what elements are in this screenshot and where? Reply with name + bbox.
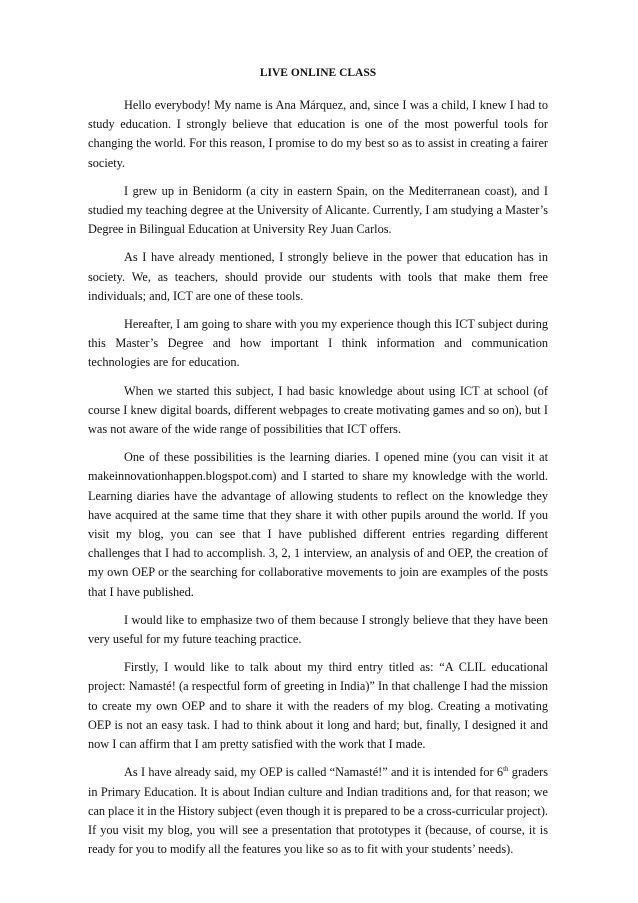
grade-superscript: th bbox=[503, 765, 509, 774]
document-title: LIVE ONLINE CLASS bbox=[259, 67, 377, 79]
paragraph-background: I grew up in Benidorm (a city in eastern Spain, on the Mediterranean coast), and I studied my teaching degree at the University of Alicante. Currently, I am studying a Master’s Degree in Bilingual Education at University Rey Juan Carlos. bbox=[88, 183, 548, 237]
paragraph-ict-knowledge: When we started this subject, I had basic knowledge about using ICT at school (of course I knew digital boards, different webpages to create motivating games and so on), but I was not aware of the wide range of possibilities that ICT offers. bbox=[88, 383, 548, 437]
paragraph-hereafter: Hereafter, I am going to share with you my experience though this ICT subject during this Master’s Degree and how important I think information and communication technologies are for education. bbox=[88, 317, 548, 370]
namaste-text-after: graders in Primary Education. It is about Indian culture and Indian traditions and, for that reason; we can place it in the History subject (even though it is prepared to be a cross-curricular project). If you visit my blog, you will see a presentation that prototypes it (because, of course, it is ready for you to modify all the features you like so as to fit with your students’ needs). bbox=[88, 765, 548, 857]
paragraph-learning-diaries: One of these possibilities is the learning diaries. I opened mine (you can visit it at makeinnovationhappen.blogspot.com) and I started to share my knowledge with the world. Learning diaries have the advantage of allowing students to reflect on the knowledge they have acquired at the same time that they share it with other pupils around the world. If you visit my blog, you can see that I have published different entries regarding different challenges that I had to accomplish. 3, 2, 1 interview, an analysis of and OEP, the creation of my own OEP or the searching for collaborative movements to join are examples of the posts that I have published. bbox=[88, 450, 548, 599]
paragraph-clil-project: Firstly, I would like to talk about my third entry titled as: “A CLIL educational project: Namasté! (a respectful form of greeting in India)” In that challenge I had the mission to create my own OEP and to share it with the readers of my blog. Creating a motivating OEP is not an easy task. I had to think about it long and hard; but, finally, I designed it and now I can affirm that I am pretty satisfied with the work that I made. bbox=[88, 660, 548, 752]
paragraph-namaste-oep bbox=[88, 763, 548, 859]
paragraph-introduction: Hello everybody! My name is Ana Márquez, and, since I was a child, I knew I had to study education. I strongly believe that education is one of the most powerful tools for changing the world. For this reason, I promise to do my best so as to assist in creating a fairer society. bbox=[88, 98, 549, 170]
document-page bbox=[88, 64, 548, 868]
namaste-text-before: As I have already said, my OEP is called “Namasté!” and it is intended for 6 bbox=[124, 765, 504, 780]
paragraph-emphasize: I would like to emphasize two of them because I strongly believe that they have been very useful for my future teaching practice. bbox=[88, 612, 548, 647]
paragraph-education-power: As I have already mentioned, I strongly believe in the power that education has in society. We, as teachers, should provide our students with tools that make them free individuals; and, ICT are one of these tools. bbox=[88, 250, 548, 303]
